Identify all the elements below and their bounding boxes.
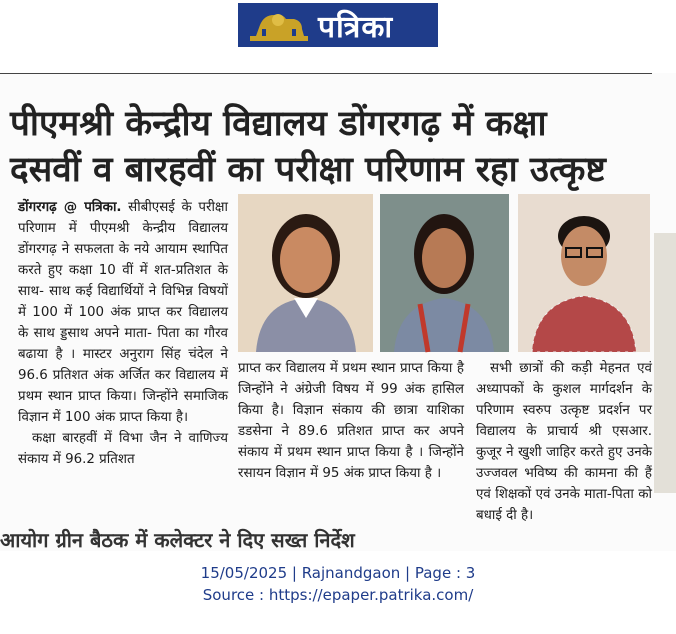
next-article-headline-cut: आयोग ग्रीन बैठक में कलेक्टर ने दिए सख्त निर्देश: [0, 528, 355, 552]
student-photo-2: [380, 194, 509, 352]
student-photo-1: [238, 194, 373, 352]
article-column-2: प्राप्त कर विद्यालय में प्रथम स्थान प्राप्त किया है जिन्होंने ने अंग्रेजी विषय में 99 अंक हासिल किया है। विज्ञान संकाय की छात्रा याशिका डडसेना ने 89.6 प्रतिशत प्राप्त कर अपने संकाय में प्रथम स्थान प्राप्त किया है । जिन्होंने रसायन विज्ञान में 95 अंक प्राप्त किया है ।: [238, 361, 464, 481]
column-1-paragraph-2: कक्षा बारहवीं में विभा जैन ने वाणिज्य संकाय में 96.2 प्रतिशत: [18, 431, 228, 467]
student-photo-3: [518, 194, 650, 352]
adjacent-clip-edge: [654, 233, 676, 493]
article-column-3: सभी छात्रों की कड़ी मेहनत एवं अध्यापकों के कुशल मार्गदर्शन के परिणाम स्वरुप उत्कृष्ट प्रदर्शन पर विद्यालय के प्राचार्य श्री एसआर. कुजूर ने खुशी जाहिर करते हुए उनके उज्जवल भविष्य की कामना की हैं एवं शिक्षकों एवं उनके माता-पिता को बधाई दी है।: [476, 361, 652, 523]
divider: [0, 73, 652, 74]
article-column-1: [18, 197, 228, 470]
footer-source: Source : https://epaper.patrika.com/: [202, 586, 474, 604]
source-footer: [0, 562, 676, 606]
article-headline: [10, 101, 652, 193]
lion-icon: [248, 7, 310, 43]
dateline: डोंगरगढ़ @ पत्रिका.: [18, 200, 122, 215]
news-clipping: [0, 73, 676, 551]
masthead: [238, 3, 438, 47]
brand-name: पत्रिका: [318, 9, 394, 45]
headline-line-1: पीएमश्री केन्द्रीय विद्यालय डोंगरगढ़ में कक्षा: [10, 104, 547, 144]
headline-line-2: दसवीं व बारहवीं का परीक्षा परिणाम रहा उत्कृष्ट: [10, 150, 606, 190]
column-1-text: सीबीएसई के परीक्षा परिणाम में पीएमश्री केन्द्रीय विद्यालय डोंगरगढ़ ने सफलता के नये आयाम स्थापित करते हुए कक्षा 10 वीं में शत-प्रतिशत के साथ- साथ कई विद्यार्थियों ने विभिन्न विषयों में 100 में 100 अंक प्राप्त कर विद्यालय के साथ ड्डसाथ अपने माता- पिता का गौरव बढाया है । मास्टर अनुराग सिंह चंदेल ने 96.6 प्रतिशत अंक अर्जित कर विद्यालय में प्रथम स्थान प्राप्त किया। जिन्होंने समाजिक विज्ञान में 100 अंक प्राप्त किया है।: [18, 200, 228, 425]
footer-date-edition: 15/05/2025 | Rajnandgaon | Page : 3: [200, 564, 476, 582]
